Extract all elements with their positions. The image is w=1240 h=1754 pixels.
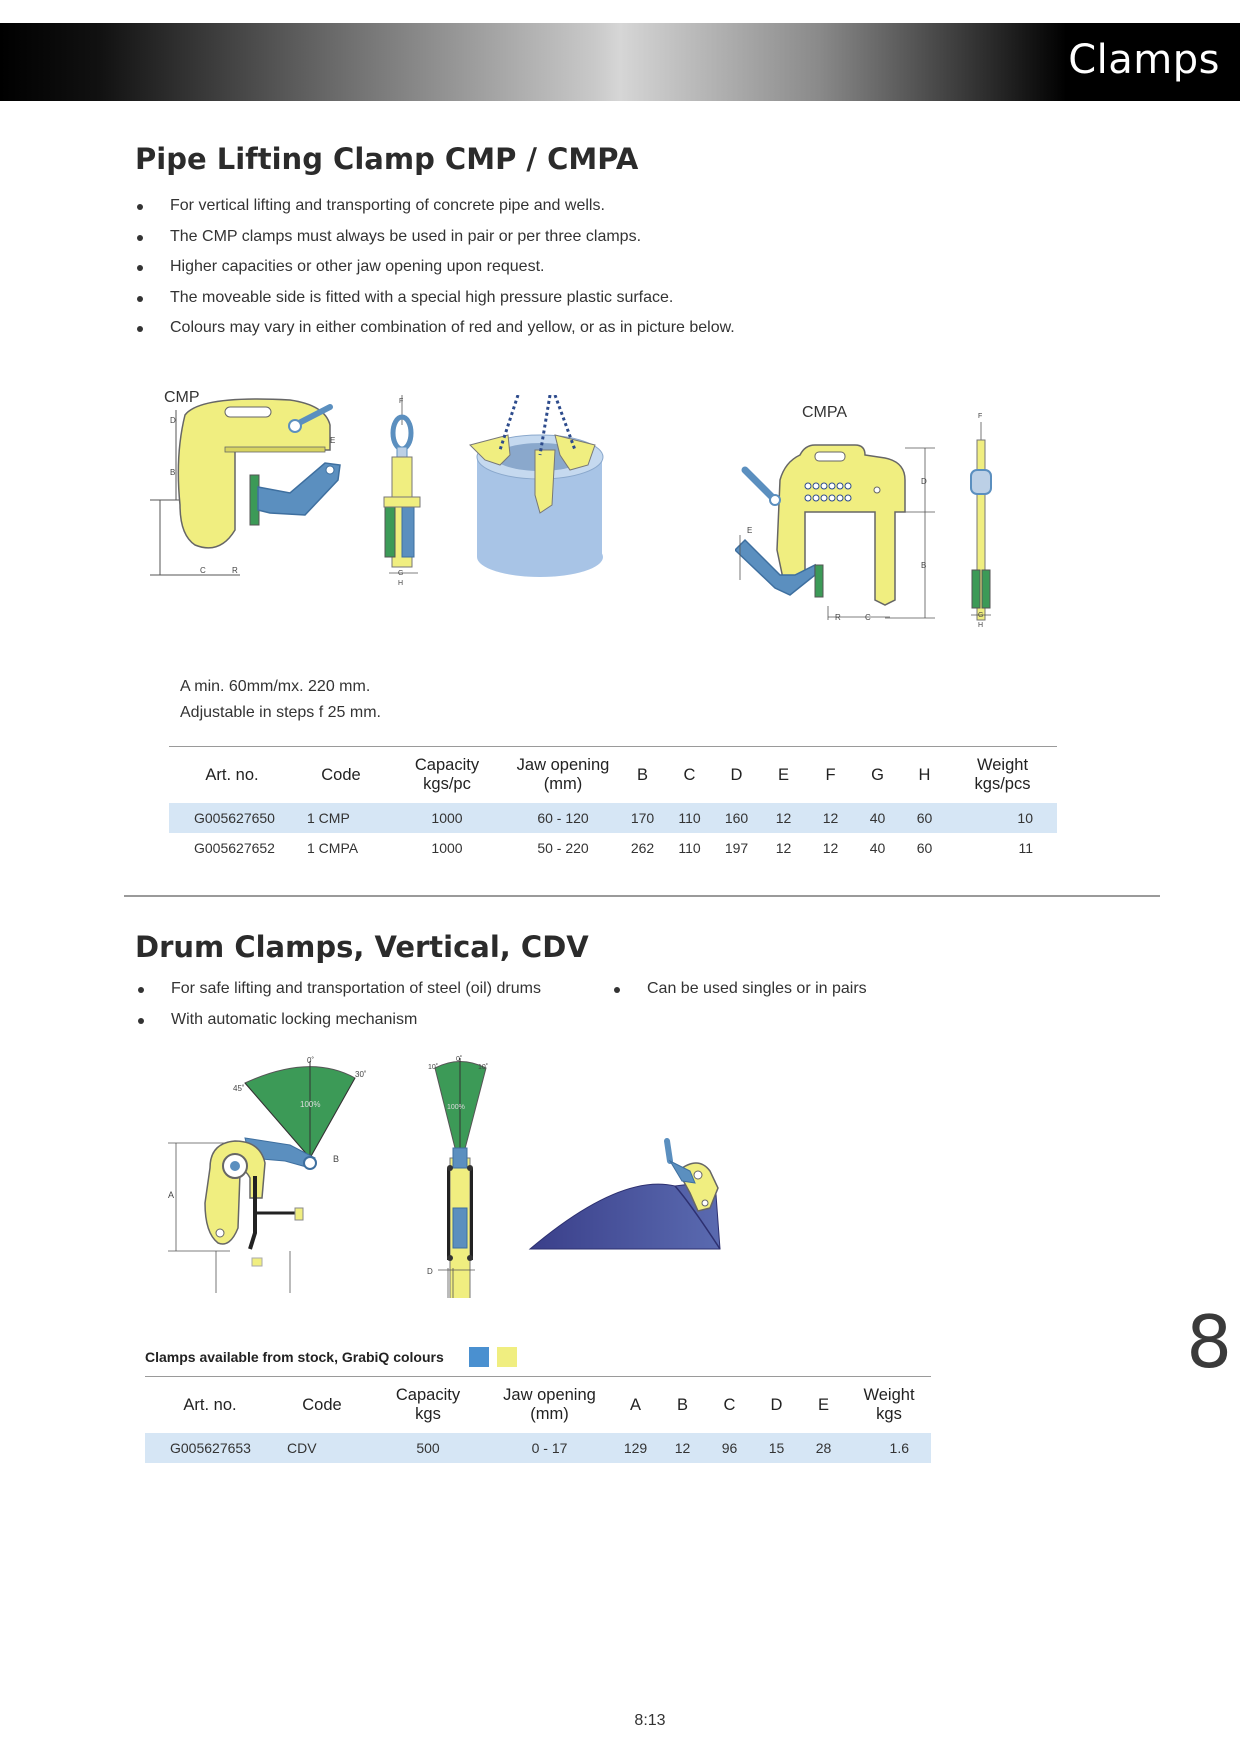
feature-list-pipe-clamp <box>135 196 1035 349</box>
angle-label: 0˚ <box>307 1056 315 1065</box>
dim-label: F <box>399 398 404 405</box>
spec-table-pipe-clamp <box>169 746 1057 863</box>
note-jaw-range: A min. 60mm/mx. 220 mm. <box>180 678 371 695</box>
table-cell: 1000 <box>387 803 507 833</box>
cdv-side-view <box>168 1056 367 1293</box>
dim-label: B <box>170 468 176 477</box>
figure-label-cmpa: CMPA <box>802 404 848 421</box>
table-cell: 262 <box>630 840 655 856</box>
header-band <box>0 23 1240 101</box>
bullet-item: For safe lifting and transportation of steel (oil) drums <box>136 979 606 1010</box>
bullet-item: For vertical lifting and transporting of concrete pipe and wells. <box>135 196 1035 227</box>
dim-label: G <box>398 570 404 577</box>
table-cell: 60 <box>901 803 948 833</box>
dim-label: D <box>427 1267 433 1276</box>
table-cell: 12 <box>775 840 792 856</box>
column-header: Weight kgs <box>863 1386 915 1423</box>
feature-list-drum-clamp-extra <box>612 979 1012 1010</box>
dim-label: R <box>232 566 238 575</box>
bullet-item: The moveable side is fitted with a special high pressure plastic surface. <box>135 288 1035 319</box>
cmp-illustration <box>140 395 660 595</box>
spec-table-drum-clamp <box>145 1376 931 1463</box>
column-header: D <box>730 765 743 784</box>
table-cell: 10 <box>948 803 1057 833</box>
table-cell: G005627652 <box>194 840 275 856</box>
page-number: 8:13 <box>634 1712 666 1729</box>
cmp-front-view <box>384 395 420 587</box>
angle-label: 45˚ <box>233 1084 245 1093</box>
table-row <box>169 803 1057 833</box>
column-header: Art. no. <box>205 765 259 784</box>
table-cell: 197 <box>724 840 749 856</box>
dim-label: B <box>921 561 927 570</box>
table-cell: 160 <box>713 803 760 833</box>
dim-label: C <box>865 613 871 622</box>
dim-label: E <box>747 526 753 535</box>
column-header: C <box>723 1395 736 1414</box>
column-header: E <box>777 765 789 784</box>
table-cell: 15 <box>753 1433 800 1463</box>
cdv-illustration <box>150 1053 730 1298</box>
angle-label: 30˚ <box>355 1070 367 1079</box>
drum-lifting-scene <box>530 1141 720 1249</box>
table-cell: 500 <box>369 1433 487 1463</box>
dim-label: C <box>200 566 206 575</box>
table-cell: 11 <box>1018 840 1033 856</box>
column-header: Art. no. <box>183 1395 237 1414</box>
column-header: Jaw opening (mm) <box>503 1386 596 1423</box>
angle-label: 0˚ <box>456 1056 463 1063</box>
column-header: H <box>918 765 931 784</box>
swatch-yellow <box>497 1347 517 1367</box>
section-title-drum-clamp: Drum Clamps, Vertical, CDV <box>135 930 589 964</box>
table-cell: 170 <box>619 803 666 833</box>
table-cell: 1 CMP <box>295 803 387 833</box>
table-cell: 12 <box>659 1433 706 1463</box>
pipe-lifting-scene <box>470 395 603 577</box>
table-cell: 40 <box>869 840 886 856</box>
bullet-item: Higher capacities or other jaw opening upon request. <box>135 257 1035 288</box>
table-cell: 110 <box>678 840 701 856</box>
dim-label: B <box>333 1154 340 1164</box>
column-header: Jaw opening (mm) <box>516 756 610 793</box>
cmpa-illustration <box>735 410 1005 635</box>
column-header: Weight kgs/pcs <box>974 756 1031 793</box>
table-cell: 60 - 120 <box>507 803 619 833</box>
column-header: Capacity kgs <box>395 1386 461 1423</box>
percent-label: 100% <box>300 1100 321 1109</box>
table-cell: 96 <box>706 1433 753 1463</box>
column-header: F <box>825 765 836 784</box>
table-cell: 12 <box>760 803 807 833</box>
note-adjustable-steps: Adjustable in steps f 25 mm. <box>180 704 381 721</box>
table-cell: 1.6 <box>847 1433 931 1463</box>
table-row <box>145 1433 931 1463</box>
table-cell: 1 CMPA <box>307 840 359 856</box>
stock-colours-label: Clamps available from stock, GrabiQ colours <box>145 1349 444 1365</box>
bullet-item: Can be used singles or in pairs <box>612 979 1012 1010</box>
table-cell: CDV <box>275 1433 369 1463</box>
column-header: Code <box>321 765 361 784</box>
dim-label: D <box>921 477 927 486</box>
column-header: B <box>676 1395 688 1414</box>
table-cell: 60 <box>916 840 933 856</box>
dim-label: E <box>330 436 336 445</box>
table-cell: 40 <box>854 803 901 833</box>
bullet-item: With automatic locking mechanism <box>136 1010 606 1041</box>
cmp-side-view <box>150 399 340 575</box>
cdv-front-view <box>427 1055 488 1298</box>
section-divider <box>124 895 1160 897</box>
section-title-pipe-clamp: Pipe Lifting Clamp CMP / CMPA <box>135 142 639 176</box>
column-header: D <box>770 1395 783 1414</box>
cmpa-front-view <box>971 413 991 629</box>
table-cell: 0 - 17 <box>487 1433 612 1463</box>
table-cell: 50 - 220 <box>537 840 589 856</box>
table-cell: 28 <box>800 1433 847 1463</box>
header-title: Clamps <box>1068 37 1220 83</box>
table-cell: 129 <box>612 1433 659 1463</box>
column-header: Capacity kgs/pc <box>414 756 480 793</box>
angle-label: 10˚ <box>478 1064 489 1071</box>
swatch-blue <box>469 1347 489 1367</box>
angle-label: 10˚ <box>428 1064 439 1071</box>
dim-label: A <box>168 1190 175 1200</box>
figure-label-cmp: CMP <box>164 389 200 406</box>
dim-label: G <box>978 612 984 619</box>
table-cell: G005627653 <box>145 1433 275 1463</box>
cmpa-side-view <box>735 445 935 622</box>
bullet-item: Colours may vary in either combination of red and yellow, or as in picture below. <box>135 318 1035 349</box>
table-row <box>169 833 1057 863</box>
table-cell: 12 <box>807 803 854 833</box>
dim-label: H <box>978 622 984 629</box>
column-header: E <box>817 1395 829 1414</box>
feature-list-drum-clamp <box>136 979 606 1040</box>
column-header: B <box>636 765 648 784</box>
percent-label: 100% <box>447 1104 465 1111</box>
column-header: Code <box>302 1395 342 1414</box>
bullet-item: The CMP clamps must always be used in pair or per three clamps. <box>135 227 1035 258</box>
column-header: G <box>871 765 884 784</box>
column-header: C <box>683 765 696 784</box>
dim-label: R <box>835 613 841 622</box>
table-cell: 110 <box>666 803 713 833</box>
table-cell: G005627650 <box>169 803 295 833</box>
dim-label: F <box>978 413 983 420</box>
table-cell: 1000 <box>431 840 463 856</box>
dim-label: H <box>398 580 404 587</box>
table-cell: 12 <box>822 840 839 856</box>
chapter-tab: 8 <box>1186 1300 1232 1384</box>
column-header: A <box>629 1395 641 1414</box>
dim-label: D <box>170 416 176 425</box>
